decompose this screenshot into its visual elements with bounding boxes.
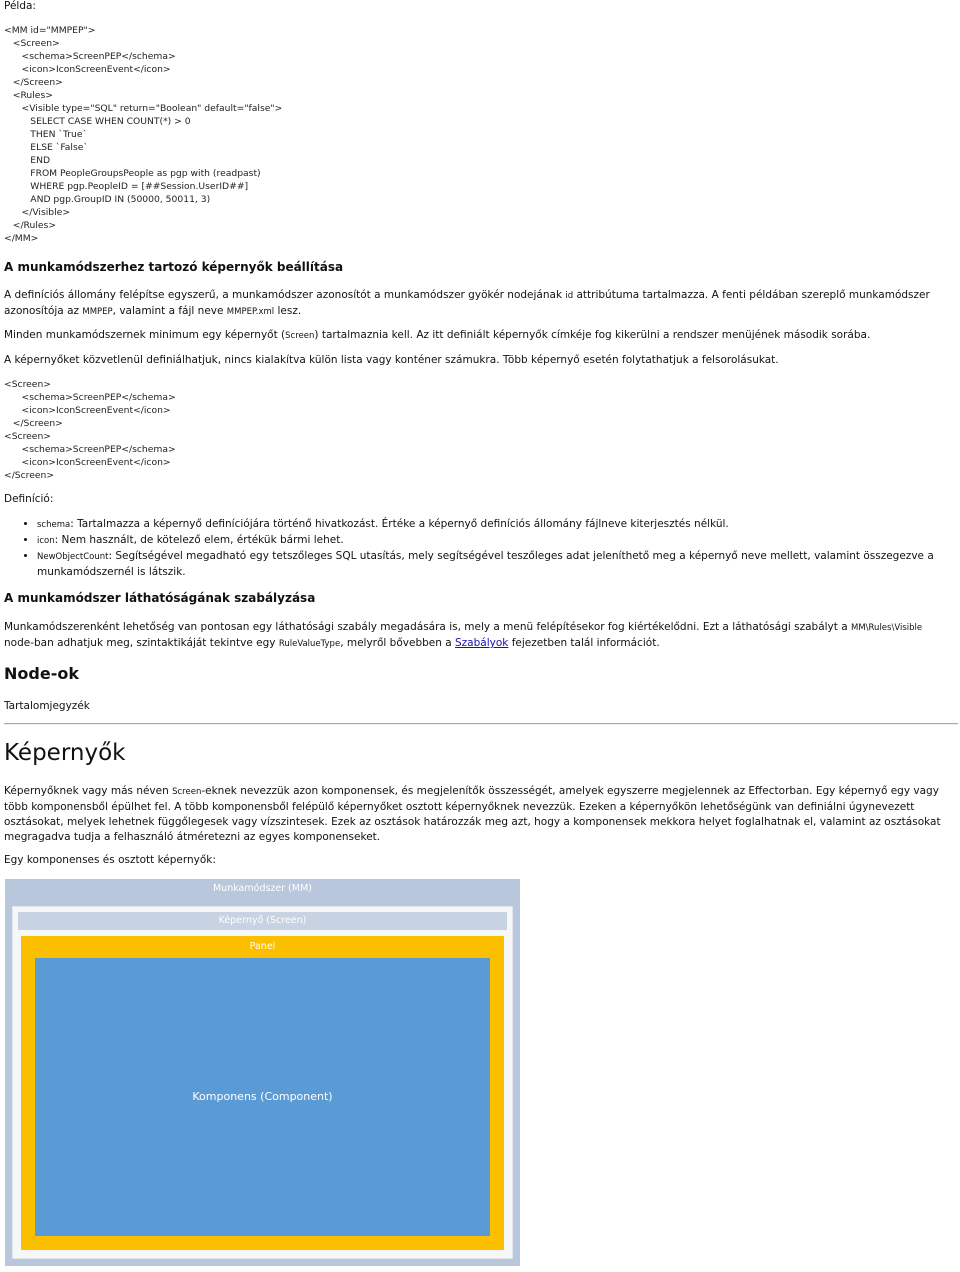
panel-label: Panel (249, 941, 276, 952)
inline-code: schema (37, 520, 71, 530)
heading-screen-setup: A munkamódszerhez tartozó képernyők beállítása (4, 260, 344, 274)
text: Munkamódszerenként lehetőség van pontosan egy láthatósági szabály megadására is, mely a menü felépítésekor fog kiértékelődni. Ezt a láthatósági szabályt a (4, 621, 851, 633)
mm-label: Munkamódszer (MM) (212, 883, 312, 894)
list-item (37, 533, 954, 549)
screen-label: Képernyő (Screen) (218, 915, 307, 926)
list-item (37, 517, 954, 533)
inline-code: MM\Rules\Visible (851, 623, 923, 633)
paragraph-definition-file (4, 288, 954, 320)
text: Minden munkamódszernek minimum egy képernyőt ( (4, 329, 286, 341)
paragraph-split-screens: Egy komponenses és osztott képernyők: (4, 854, 216, 866)
panel-box (21, 936, 504, 1250)
heading-visibility: A munkamódszer láthatóságának szabályzása (4, 591, 316, 605)
screen-box (12, 906, 513, 1259)
text: Képernyőknek vagy más néven (4, 785, 173, 797)
inline-code: Screen (285, 331, 315, 341)
text: , melyről bővebben a (340, 637, 455, 649)
inline-code: RuleValueType (278, 639, 341, 649)
component-label: Komponens (Component) (192, 1090, 333, 1103)
code-block-mm: <MM id="MMPEP"> <Screen> <schema>ScreenPEP</schema> <icon>IconScreenEvent</icon> </Screen> <Rules> <Visible type="SQL" return="Boolean" default="false"> SELECT CASE WHEN COUNT(*) > 0 THEN `True` ELSE `False` END FROM PeopleGroupsPeople as pgp with (readpast) WHERE pgp.PeopleID = [##Session.UserID##] AND pgp.GroupID IN (50000, 50011, 3) </Visible> </Rules> </MM> (4, 25, 283, 244)
inline-code: icon (37, 536, 55, 546)
heading-nodes: Node-ok (4, 664, 79, 683)
paragraph-direct-definition: A képernyőket közvetlenül definiálhatjuk, nincs kialakítva külön lista vagy konténer számukra. Több képernyő esetén folytathatjuk a felsorolásukat. (4, 354, 779, 366)
heading-screens: Képernyők (4, 740, 126, 766)
inline-code: NewObjectCount (37, 552, 109, 562)
text: A definíciós állomány felépítse egyszerű, a munkamódszer azonosítót a munkamódszer gyökér nodejának (4, 289, 566, 301)
paragraph-screens (4, 784, 954, 845)
inline-code: MMPEP (82, 307, 113, 317)
inline-code: id (565, 291, 574, 301)
component-box (35, 958, 490, 1236)
text: : Segítségével megadható egy tetszőleges SQL utasítás, mely segítségével teszőleges adat jeleníthető meg a képernyő neve mellett, valamint összegezve a munkamódszernél is látszik. (37, 550, 934, 578)
screen-header (18, 912, 507, 930)
paragraph-visibility (4, 620, 954, 652)
definition-label: Definíció: (4, 493, 54, 505)
screen-structure-diagram (5, 879, 520, 1266)
text: : Tartalmazza a képernyő definíciójára történő hivatkozást. Értéke a képernyő definíciós állomány fájlneve kiterjesztés nélkül. (70, 518, 729, 530)
text: , valamint a fájl neve (112, 305, 227, 317)
text: fejezetben talál információt. (508, 637, 660, 649)
toc-label: Tartalomjegyzék (4, 700, 90, 712)
text: : Nem használt, de kötelező elem, értékük bármi lehet. (54, 534, 344, 546)
list-item (37, 549, 954, 580)
text: lesz. (274, 305, 302, 317)
text: -eknek nevezzük azon komponensek, és megjelenítők összességét, amelyek egyszerre megjelennek az Effectorban. Egy képernyő egy vagy több komponensből épülhet fel. A több komponensből felépülő képernyőket osztott képernyőknek nevezzük. Ezeken a képernyőkön lehetőségünk van definiálni úgynevezett osztásokat, melyek lehetnek függőlegesek vagy vízszintesek. Ezek az osztások határozzák meg azt, hogy a komponensek mekkora helyet foglalhatnak el, valamint az osztásokat megragadva tudja a felhasználó átméretezni az egyes komponenseket. (4, 785, 941, 843)
text: ) tartalmaznia kell. Az itt definiált képernyők címkéje fog kikerülni a rendszer menüjének második sorába. (314, 329, 871, 341)
code-block-screens: <Screen> <schema>ScreenPEP</schema> <icon>IconScreenEvent</icon> </Screen> <Screen> <schema>ScreenPEP</schema> <icon>IconScreenEvent</icon> </Screen> (4, 379, 176, 481)
paragraph-min-screen (4, 328, 954, 344)
rules-link[interactable]: Szabályok (455, 637, 509, 649)
inline-code: Screen (172, 787, 202, 797)
text: attribútuma tartalmazza. A fenti példában szereplő munkamódszer azonosítója az (4, 289, 930, 317)
text: node-ban adhatjuk meg, szintaktikáját tekintve egy (4, 637, 279, 649)
example-label: Példa: (4, 0, 36, 12)
inline-code: MMPEP.xml (226, 307, 275, 317)
divider (4, 723, 958, 725)
definition-list (4, 517, 954, 580)
